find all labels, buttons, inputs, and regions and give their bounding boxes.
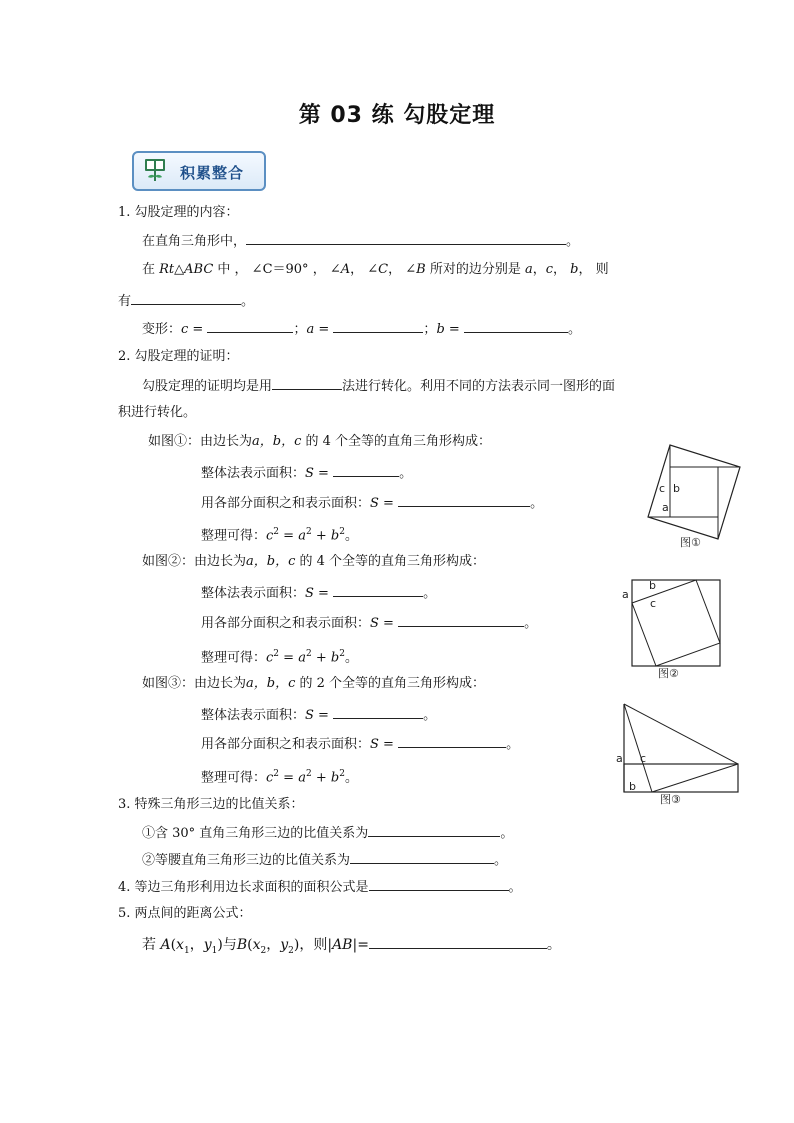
label-b: b: [629, 780, 636, 793]
book-plant-icon: [144, 157, 166, 183]
s2-para2: 积进行转化。: [118, 405, 197, 420]
fig3-whole: 整体法表示面积：S = 。: [201, 704, 436, 726]
blank[interactable]: [398, 492, 530, 507]
blank[interactable]: [464, 318, 568, 333]
s2-para1: 勾股定理的证明均是用 法进行转化。利用不同的方法表示同一图形的面: [142, 375, 615, 397]
blank[interactable]: [131, 290, 241, 305]
label-a: a: [616, 752, 623, 765]
banner-label: 积累整合: [180, 164, 245, 182]
figure-2: [620, 576, 724, 680]
s4-line: 4. 等边三角形利用边长求面积的面积公式是 。: [118, 876, 522, 898]
fig2-result: 整理可得：$c^2 = a^2 + b^2$。: [201, 649, 358, 666]
fig3-intro: 如图③：由边长为a，b，c 的 2 个全等的直角三角形构成：: [142, 676, 486, 691]
fig1-whole: 整体法表示面积：S = 。: [201, 462, 412, 484]
blank[interactable]: [246, 230, 566, 245]
label-a: a: [662, 501, 669, 514]
fig2-caption: 图②: [658, 667, 679, 680]
s3-line2: ②等腰直角三角形三边的比值关系为 。: [142, 849, 507, 871]
blank[interactable]: [350, 849, 494, 864]
blank[interactable]: [369, 934, 547, 949]
blank[interactable]: [333, 582, 423, 597]
fig3-caption: 图③: [660, 793, 681, 806]
blank[interactable]: [207, 318, 293, 333]
blank[interactable]: [333, 704, 423, 719]
label-a: a: [622, 588, 629, 601]
s5-heading: 5. 两点间的距离公式：: [118, 906, 252, 921]
fig1-caption: 图①: [680, 536, 701, 549]
blank[interactable]: [369, 876, 509, 891]
blank[interactable]: [398, 612, 524, 627]
s2-heading: 2. 勾股定理的证明：: [118, 349, 239, 364]
blank[interactable]: [272, 375, 342, 390]
s5-formula: 若 $A(x_1$，$y_1$)与$B(x_2$，$y_2$)，则|AB|= 。: [142, 934, 561, 961]
s1-line1: 在直角三角形中， 。: [142, 230, 579, 252]
s1-line3: 有 。: [118, 290, 254, 312]
label-b: b: [673, 482, 680, 495]
s3-line1: ①含 30° 直角三角形三边的比值关系为 。: [142, 822, 513, 844]
blank[interactable]: [333, 318, 423, 333]
s1-line2: 在 Rt△ABC 中 ， ∠C＝90° ， ∠A， ∠C， ∠B 所对的边分别是 a，c， b， 则: [142, 262, 609, 277]
blank[interactable]: [398, 733, 506, 748]
fig3-result: 整理可得：$c^2 = a^2 + b^2$。: [201, 769, 358, 786]
label-c: c: [640, 752, 647, 765]
label-c: c: [650, 597, 657, 610]
fig1-parts: 用各部分面积之和表示面积：S = 。: [201, 492, 543, 514]
fig1-result: 整理可得：$c^2 = a^2 + b^2$。: [201, 527, 358, 544]
blank[interactable]: [368, 822, 500, 837]
s1-line4: 变形：c = ；a = ；b = 。: [142, 318, 581, 340]
fig2-parts: 用各部分面积之和表示面积：S = 。: [201, 612, 537, 634]
s1-heading: 1. 勾股定理的内容：: [118, 205, 239, 220]
fig3-parts: 用各部分面积之和表示面积：S = 。: [201, 733, 519, 755]
fig2-whole: 整体法表示面积：S = 。: [201, 582, 436, 604]
label-c: c: [659, 482, 666, 495]
fig2-intro: 如图②：由边长为a，b，c 的 4 个全等的直角三角形构成：: [142, 554, 486, 569]
page-title: 第 03 练 勾股定理: [298, 103, 496, 128]
s3-heading: 3. 特殊三角形三边的比值关系：: [118, 797, 304, 812]
section-banner: [126, 147, 272, 195]
blank[interactable]: [333, 462, 399, 477]
figure-3: [612, 700, 740, 806]
label-b: b: [649, 579, 656, 592]
figure-1: [646, 443, 742, 549]
fig1-intro: 如图①：由边长为a，b，c 的 4 个全等的直角三角形构成：: [148, 434, 492, 449]
